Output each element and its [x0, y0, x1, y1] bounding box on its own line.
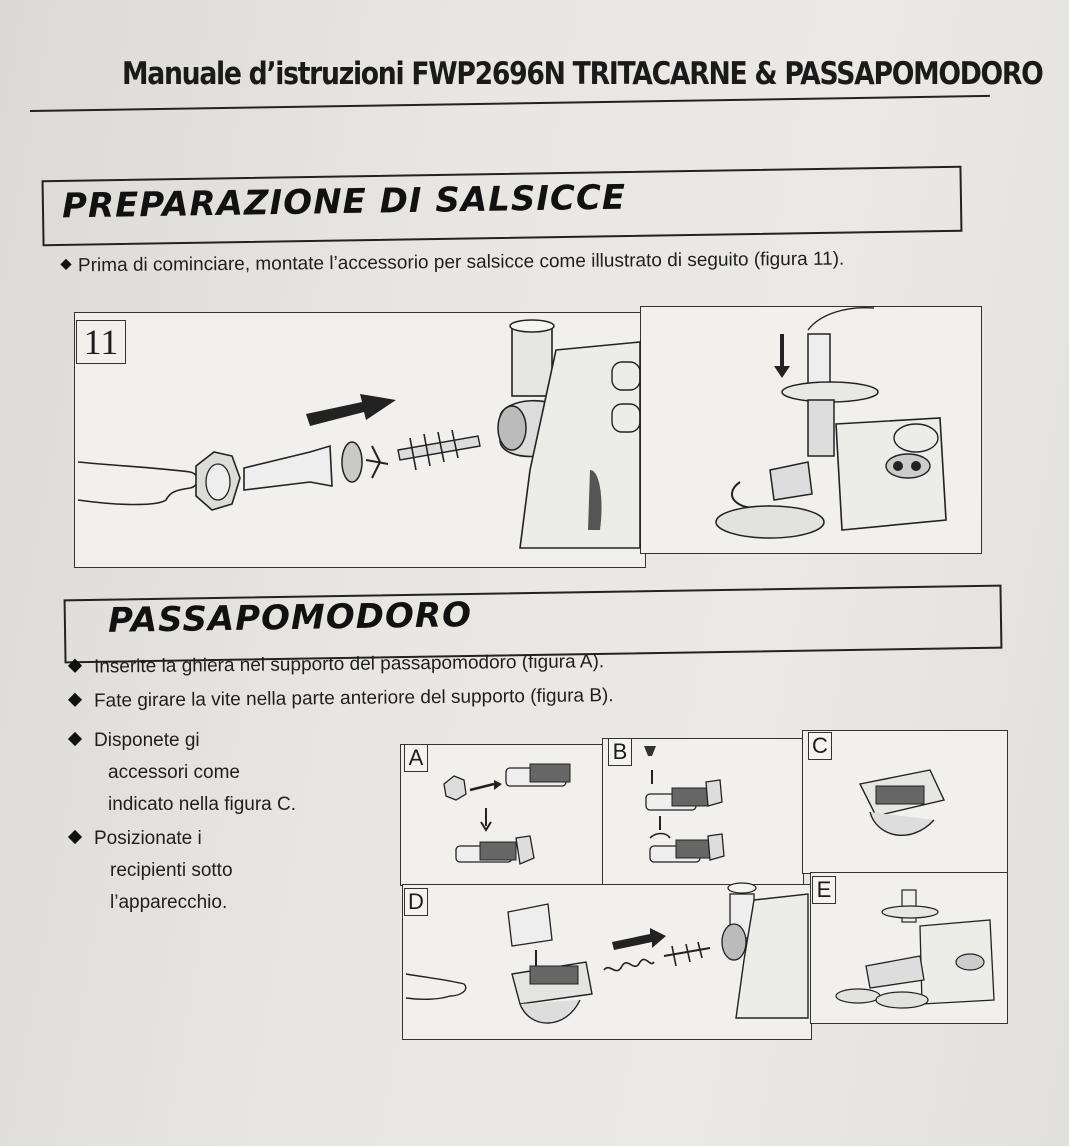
panel-c-illustration: [860, 770, 944, 835]
bullet-tomato-3-line-3: indicato nella figura C.: [108, 794, 296, 815]
panel-label-e: E: [812, 876, 836, 904]
bullet-tomato-3-line-2: accessori come: [108, 762, 240, 783]
bullet-tomato-4-line-3: l’apparecchio.: [110, 892, 228, 913]
manual-header-title: Manuale d’istruzioni FWP2696N TRITACARNE & PASSAPOMODORO: [122, 56, 1043, 92]
bullet-tomato-4-line-2: recipienti sotto: [110, 860, 233, 881]
section-title-tomato: PASSAPOMODORO: [107, 595, 473, 641]
panel-e-illustration: [836, 890, 994, 1008]
panel-label-a: A: [404, 744, 428, 772]
bullet-tomato-1-text: Inserite la ghiera nel supporto del passapomodoro (figura A).: [93, 651, 605, 678]
figure-number-label: 11: [76, 320, 126, 364]
section-title-sausage: PREPARAZIONE DI SALSICCE: [61, 177, 627, 227]
panel-label-d: D: [404, 888, 428, 916]
bullet-tomato-2-text: Fate girare la vite nella parte anteriore del supporto (figura B).: [93, 685, 614, 712]
bullet-tomato-3-line-1: Disponete gi: [94, 730, 200, 751]
panel-label-b: B: [608, 738, 632, 766]
panel-a-illustration: [444, 764, 570, 864]
panel-label-c: C: [808, 732, 832, 760]
bullet-sausage-text: Prima di cominciare, montate l’accessorio per salsicce come illustrato di seguito (figura 11).: [77, 248, 845, 277]
panel-b-illustration: [644, 746, 724, 862]
panel-d-illustration: [406, 883, 808, 1023]
bullet-tomato-4-line-1: Posizionate i: [94, 828, 202, 849]
